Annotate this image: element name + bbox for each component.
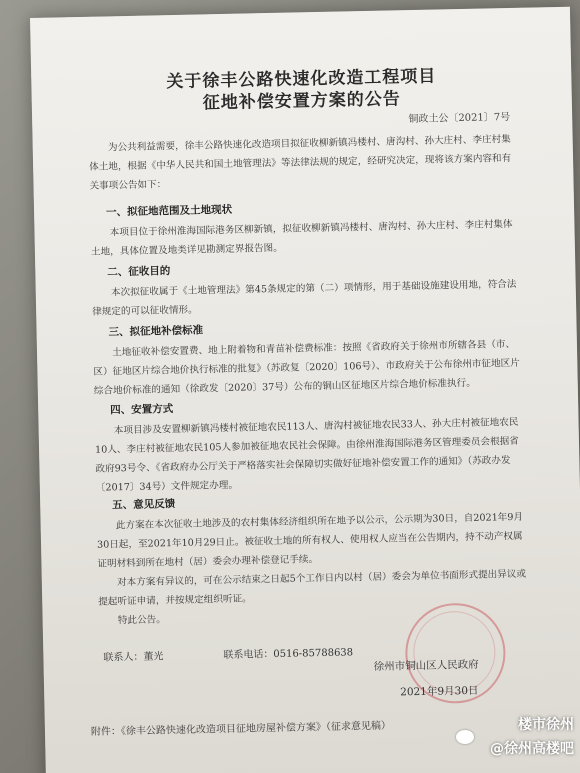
watermark-line1: 楼市徐州 <box>518 717 574 733</box>
section-5-text: 此方案在本次征收土地涉及的农村集体经济组织所在地予以公示，公示期为30日，自2021年9月30日起，至2021年10月29日止。被征收土地的所有权人、使用权人应当在公告期内，持不动产权属证明材料到所在地村（居）委会办理补偿登记手续。 <box>96 511 524 570</box>
section-5-heading: 五、意见反馈 <box>112 498 176 512</box>
document-sheet <box>30 7 580 773</box>
contact-person: 联系人：董光 <box>103 651 164 664</box>
section-4-heading: 四、安置方式 <box>110 403 174 417</box>
section-1-text: 本项目位于徐州淮海国际港务区柳新镇，拟征收柳新镇冯楼村、唐沟村、孙大庄村、李庄村集体土地，具体位置及地类详见勘测定界报告图。 <box>90 218 513 258</box>
signer-name: 徐州市铜山区人民政府 <box>373 658 479 673</box>
contact-phone: 联系电话：0516-85788638 <box>223 647 354 662</box>
wechat-icon <box>456 730 474 744</box>
document-title-line2: 征地补偿安置方案的公告 <box>202 89 401 114</box>
document-title-line1: 关于徐丰公路快速化改造工程项目 <box>166 66 437 93</box>
intro-paragraph: 为公共利益需要，徐丰公路快速化改造项目拟征收柳新镇冯楼村、唐沟村、孙大庄村、李庄村集体土地，根据《中华人民共和国土地管理法》等法律法规的规定，经研究决定，现将该方案内容和有关事项公告如下： <box>89 133 512 192</box>
section-5-text-2: 对本方案有异议的，可在公示结束之日起5个工作日内以村（居）委会为单位书面形式提出异议或提起听证申请，并按规定组织听证。 <box>98 568 527 608</box>
section-3-text: 土地征收补偿安置费、地上附着物和青苗补偿费标准：按照《省政府关于徐州市所辖各县（市、区）征地区片综合地价执行标准的批复》（苏政复〔2020〕106号）、市政府关于公布徐州市征地区片综合地价标准的通知（徐政发〔2020〕37号）公布的铜山区征地区片综合地价标准执行。 <box>93 338 520 397</box>
section-3-heading: 三、拟征地补偿标准 <box>108 324 204 339</box>
closing-text: 特此公告。 <box>117 614 166 627</box>
attachment-note: 附件：《徐丰公路快速化改造项目征地房屋补偿方案》（征求意见稿） <box>90 720 392 738</box>
section-2-heading: 二、征收目的 <box>107 265 171 279</box>
document-number: 铜政土公〔2021〕7号 <box>408 111 511 126</box>
watermark-line2: @徐州高楼吧 <box>490 741 574 757</box>
signature-date: 2021年9月30日 <box>400 684 479 699</box>
section-4-text: 本项目涉及安置柳新镇冯楼村被征地农民113人、唐沟村被征地农民33人、孙大庄村被征地农民10人、李庄村被征地农民105人参加被征地农民社会保障。由徐州淮海国际港务区管理委员会根据省政府93号令、《省政府办公厅关于严格落实社会保障切实做好征地补偿安置工作的通知》（苏政办发〔2017〕34号）文件规定办理。 <box>94 416 519 494</box>
section-1-heading: 一、拟征地范围及土地现状 <box>105 203 233 219</box>
section-2-text: 本次拟征收属于《土地管理法》第45条规定的第（二）项情形，用于基础设施建设用地，符合法律规定的可以征收情形。 <box>92 278 517 318</box>
